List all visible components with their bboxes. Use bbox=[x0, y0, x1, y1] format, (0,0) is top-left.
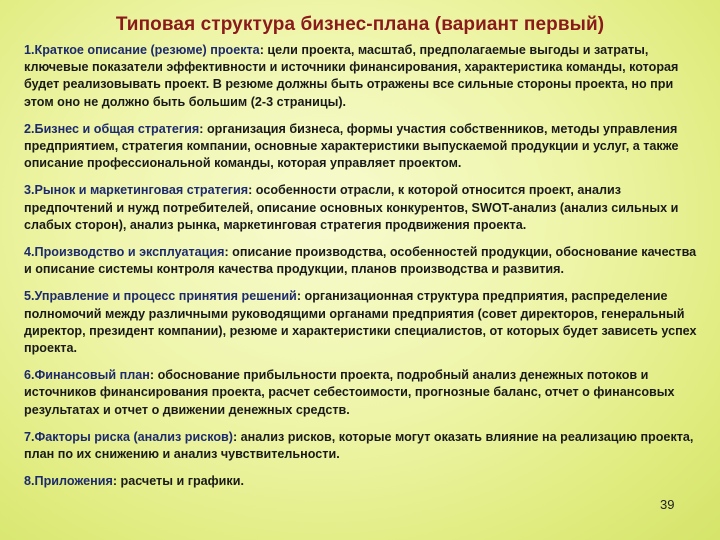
section-number: 6. bbox=[24, 368, 35, 383]
section-heading: Бизнес и общая стратегия bbox=[34, 121, 200, 136]
section-body: : описание производства, особенностей продукции, обоснование качества и описание системы контроля качества продукции, планов производства и развития. bbox=[24, 245, 697, 277]
section-financial-plan bbox=[24, 367, 706, 419]
section-body: : организация бизнеса, формы участия собственников, методы управления предприятием, стратегия компании, основные характеристики выпускаемой продукции и услуг, а также описание профессиональной команды, которая управляет проектом. bbox=[24, 121, 679, 171]
page-number: 39 bbox=[660, 497, 675, 512]
section-heading: Производство и эксплуатация bbox=[34, 245, 225, 260]
section-business-strategy bbox=[24, 121, 706, 173]
section-heading: Управление и процесс принятия решений bbox=[34, 289, 297, 304]
section-appendices bbox=[24, 473, 706, 490]
section-number: 1. bbox=[24, 43, 35, 57]
section-number: 2. bbox=[24, 121, 35, 136]
section-risk-factors bbox=[24, 429, 706, 463]
section-number: 8. bbox=[24, 474, 35, 489]
section-body: : расчеты и графики. bbox=[112, 474, 244, 489]
section-summary bbox=[24, 42, 706, 111]
section-number: 7. bbox=[24, 429, 35, 444]
section-market-strategy bbox=[24, 182, 706, 234]
section-body: : организационная структура предприятия, распределение полномочий между различными руководящими органами предприятия (совет директоров, генеральный директор, президент компании), резюме и характеристики специалистов, от которых будет зависеть успех проекта. bbox=[24, 289, 697, 356]
section-number: 5. bbox=[24, 289, 35, 304]
section-body: : цели проекта, масштаб, предполагаемые выгоды и затраты, ключевые показатели эффективности и источники финансирования, характеристика команды, которая будет реализовывать проект. В резюме должны быть отражены все сильные стороны проекта, но при этом оно не должно быть большим (2-3 страницы). bbox=[24, 43, 679, 109]
section-heading: Финансовый план bbox=[34, 368, 150, 383]
sections-list bbox=[24, 42, 706, 500]
section-number: 3. bbox=[24, 183, 35, 198]
section-body: : особенности отрасли, к которой относится проект, анализ предпочтений и нужд потребителей, описание основных конкурентов, SWOT-анализ (анализ сильных и слабых сторон), анализ рынка, маркетинговая стратегия продвижения проекта. bbox=[24, 183, 679, 232]
section-management bbox=[24, 288, 706, 357]
section-production bbox=[24, 244, 706, 278]
section-heading: Краткое описание (резюме) проекта bbox=[34, 43, 260, 57]
slide-title: Типовая структура бизнес-плана (вариант первый) bbox=[115, 14, 605, 35]
section-heading: Факторы риска (анализ рисков) bbox=[34, 429, 233, 444]
section-body: : анализ рисков, которые могут оказать влияние на реализацию проекта, план по их снижению и анализ чувствительности. bbox=[24, 429, 694, 462]
section-number: 4. bbox=[24, 245, 35, 260]
section-body: : обоснование прибыльности проекта, подробный анализ денежных потоков и источников финансирования проекта, расчет себестоимости, прогнозные баланс, отчет о финансовых результатах и отчет о движении денежных средств. bbox=[24, 368, 675, 417]
section-heading: Приложения bbox=[34, 474, 113, 489]
section-heading: Рынок и маркетинговая стратегия bbox=[34, 183, 249, 198]
